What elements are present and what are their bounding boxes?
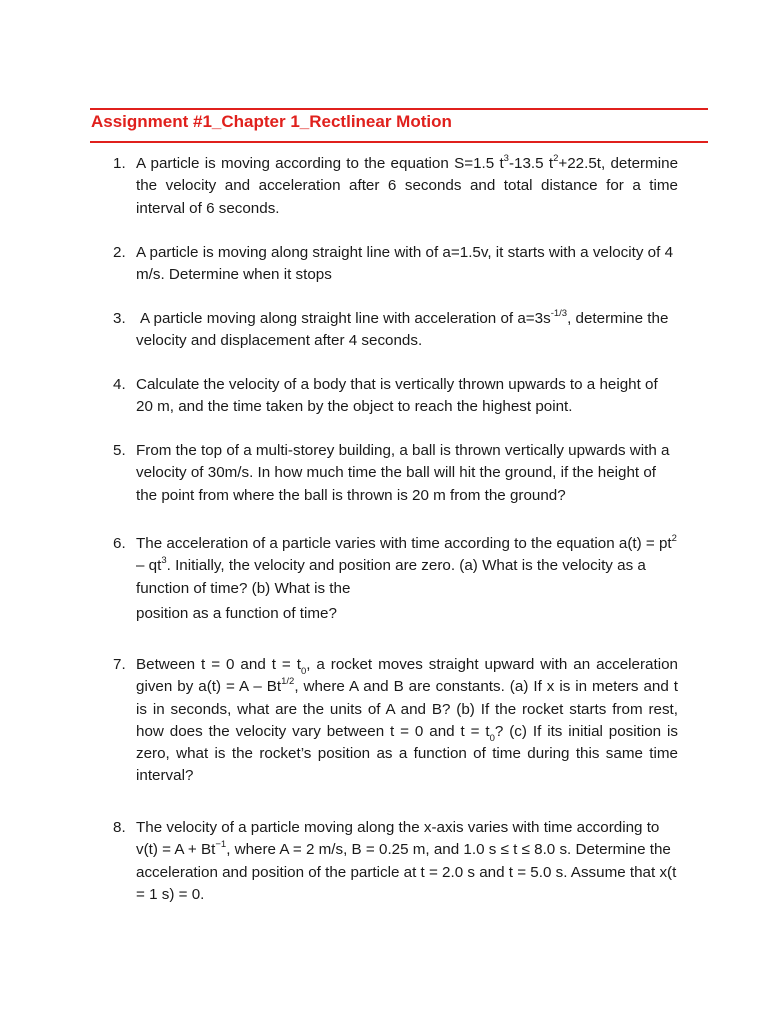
question-1	[113, 153, 678, 220]
question-number: 4.	[113, 376, 126, 393]
question-number: 6.	[113, 535, 126, 552]
question-text: Between t = 0 and $t = t_0$, a rocket moves straight upward with an acceleration given by $a(t) = A - Bt^{1/2}$, where A and B are constants. (a) If x is in meters and t is in seconds, what are the units of A and B? (b) If the rocket starts from rest, how does the velocity vary between t = 0 and $t = t_0$? (c) If its initial position is zero, what is the rocket’s position as a function of time during this same time interval?	[136, 656, 678, 785]
question-number: 5.	[113, 442, 126, 459]
assignment-title: Assignment #1_Chapter 1_Rectlinear Motion	[91, 112, 452, 131]
header-rule-top	[90, 108, 708, 110]
question-text: A particle is moving along straight line with of a=1.5v, it starts with a velocity of 4 m/s. Determine when it stops	[136, 244, 674, 284]
question-number: 3.	[113, 310, 126, 327]
question-number: 1.	[113, 155, 126, 172]
question-2	[113, 242, 678, 287]
question-text: A particle moving along straight line with acceleration of $a=3s^{-1/3}$, determine the velocity and displacement after 4 seconds.	[136, 307, 669, 350]
question-text: Calculate the velocity of a body that is vertically thrown upwards to a height of 20 m, and the time taken by the object to reach the highest point.	[136, 376, 658, 416]
question-text: From the top of a multi-storey building, a ball is thrown vertically upwards with a velocity of 30m/s. In how much time the ball will hit the ground, if the height of the point from where the ball is thrown is 20 m from the ground?	[136, 442, 670, 504]
question-4	[113, 374, 678, 419]
question-text-continued: position as a function of time?	[136, 604, 337, 622]
question-8	[113, 817, 678, 906]
question-text: The velocity of a particle moving along the x-axis varies with time according to $v(t) = A + Bt^{-1}$, where A = 2 m/s, B = 0.25 m, and 1.0 s ≤ t ≤ 8.0 s. Determine the acceleration and position of the particle at t = 2.0 s and t = 5.0 s. Assume that x(t = 1 s) = 0.	[136, 819, 677, 903]
question-number: 7.	[113, 656, 126, 673]
question-number: 2.	[113, 244, 126, 261]
question-5	[113, 440, 678, 507]
question-text: A particle is moving according to the equation S=1.5 $t^3-13.5$ $t^2+22.5t$, determine the velocity and acceleration after 6 seconds and total distance for a time interval of 6 seconds.	[136, 152, 679, 217]
question-number: 8.	[113, 819, 126, 836]
question-3	[113, 308, 678, 353]
question-6	[113, 533, 678, 625]
question-text: The acceleration of a particle varies with time according to the equation $a(t) = pt^2 - qt^3$. Initially, the velocity and position are zero. (a) What is the velocity as a function of time? (b) What is the	[136, 532, 677, 597]
header-rule-bottom	[90, 141, 708, 143]
question-7	[113, 654, 678, 788]
